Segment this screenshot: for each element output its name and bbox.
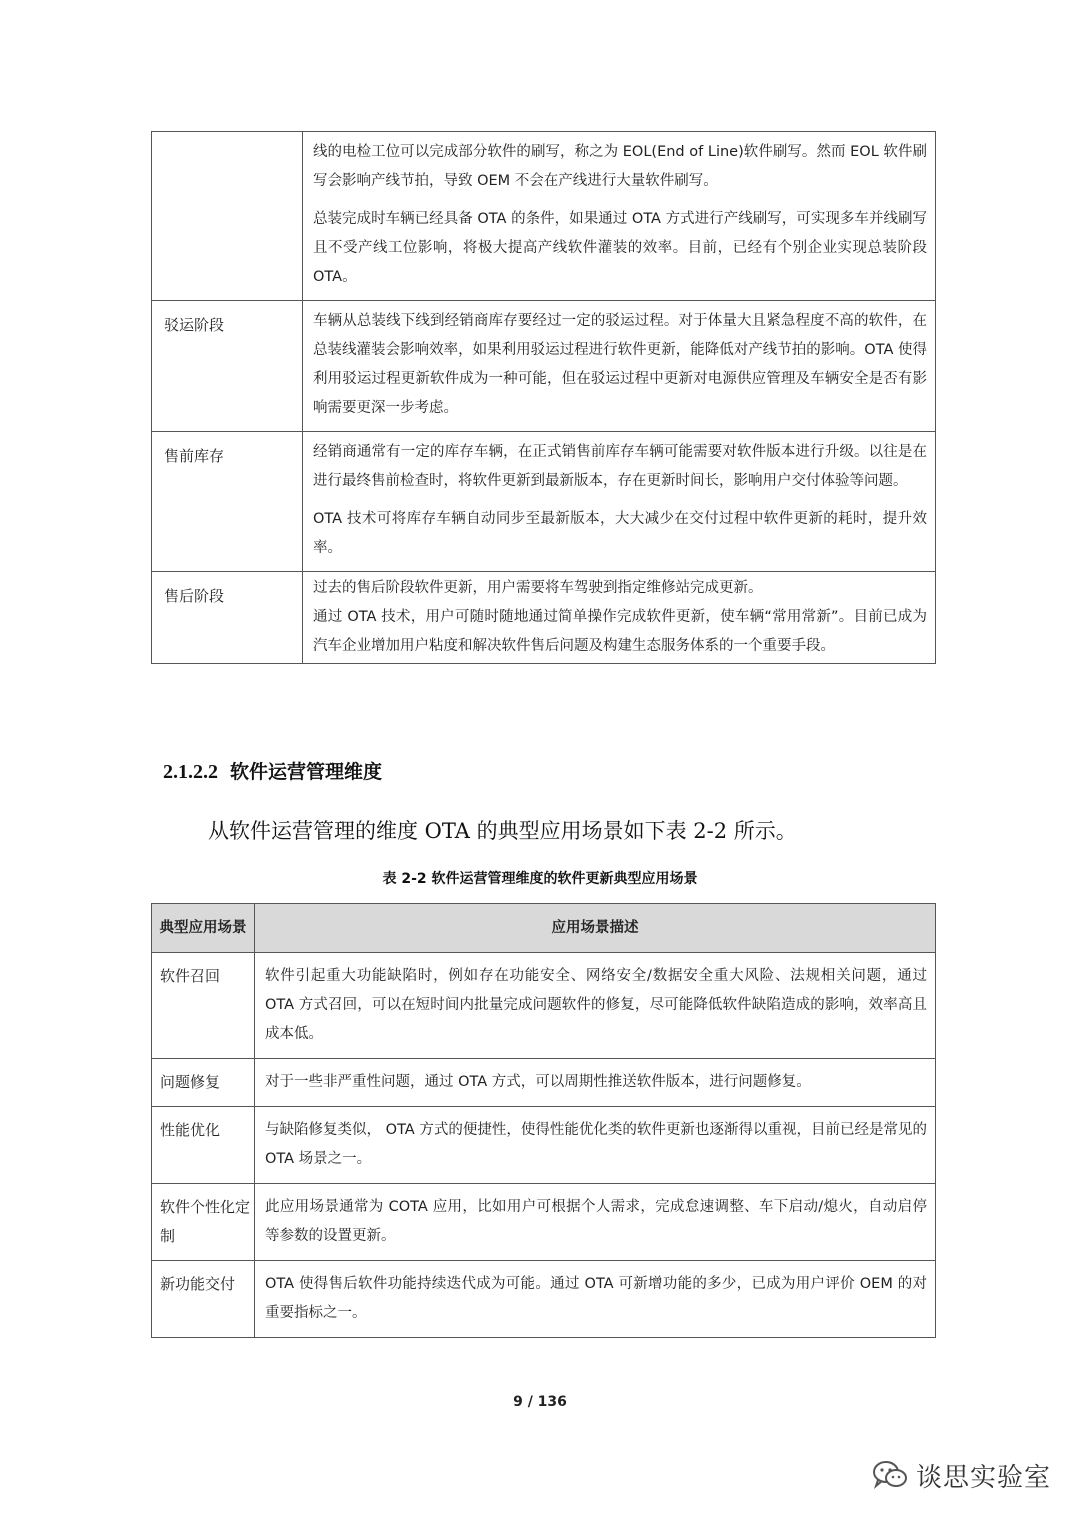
table-row xyxy=(152,1059,936,1107)
paragraph: 过去的售后阶段软件更新，用户需要将车驾驶到指定维修站完成更新。 xyxy=(313,580,763,596)
table-row xyxy=(152,132,936,301)
paragraph: OTA 技术可将库存车辆自动同步至最新版本，大大减少在交付过程中软件更新的耗时，提升效率。 xyxy=(313,511,927,556)
section-number: 2.1.2.2 xyxy=(163,761,218,783)
table-header-row xyxy=(152,904,936,953)
table-row xyxy=(152,572,936,664)
table-row xyxy=(152,953,936,1059)
stage-cell: 售后阶段 xyxy=(152,572,303,664)
scene-cell: 新功能交付 xyxy=(152,1261,255,1338)
column-header-scene: 典型应用场景 xyxy=(152,904,255,953)
paragraph: 经销商通常有一定的库存车辆，在正式销售前库存车辆可能需要对软件版本进行升级。以往是在进行最终售前检查时，将软件更新到最新版本，存在更新时间长，影响用户交付体验等问题。 xyxy=(313,444,927,489)
scene-cell: 性能优化 xyxy=(152,1107,255,1184)
table-row xyxy=(152,301,936,432)
stage-cell: 售前库存 xyxy=(152,432,303,572)
table-row xyxy=(152,432,936,572)
description-cell: 软件引起重大功能缺陷时，例如存在功能安全、网络安全/数据安全重大风险、法规相关问题，通过 OTA 方式召回，可以在短时间内批量完成问题软件的修复，尽可能降低软件缺陷造成的影响，效率高且成本低。 xyxy=(255,953,936,1059)
scenario-table-continued xyxy=(151,131,936,664)
stage-cell: 驳运阶段 xyxy=(152,301,303,432)
scene-cell: 软件个性化定制 xyxy=(152,1184,255,1261)
page-number: 9 / 136 xyxy=(513,1394,567,1410)
description-cell: 对于一些非严重性问题，通过 OTA 方式，可以周期性推送软件版本，进行问题修复。 xyxy=(255,1059,936,1107)
watermark-text: 谈思实验室 xyxy=(916,1462,1052,1493)
column-header-description: 应用场景描述 xyxy=(255,904,936,953)
description-cell xyxy=(303,301,936,432)
description-cell xyxy=(303,432,936,572)
paragraph: 车辆从总装线下线到经销商库存要经过一定的驳运过程。对于体量大且紧急程度不高的软件，在总装线灌装会影响效率，如果利用驳运过程进行软件更新，能降低对产线节拍的影响。OTA 使得利用驳运过程更新软件成为一种可能，但在驳运过程中更新对电源供应管理及车辆安全是否有影响需要更深一步考虑。 xyxy=(313,313,927,416)
section-title: 软件运营管理维度 xyxy=(230,761,383,783)
stage-cell xyxy=(152,132,303,301)
paragraph: 线的电检工位可以完成部分软件的刷写，称之为 EOL(End of Line)软件刷写。然而 EOL 软件刷写会影响产线节拍，导致 OEM 不会在产线进行大量软件刷写。 xyxy=(313,144,927,189)
description-cell xyxy=(303,572,936,664)
operations-scenario-table xyxy=(151,903,936,1338)
paragraph: 总装完成时车辆已经具备 OTA 的条件，如果通过 OTA 方式进行产线刷写，可实现多车并线刷写且不受产线工位影响，将极大提高产线软件灌装的效率。目前，已经有个别企业实现总装阶段 OTA。 xyxy=(313,211,927,285)
wechat-icon xyxy=(872,1459,908,1491)
table-row xyxy=(152,1184,936,1261)
section-heading xyxy=(163,757,382,784)
table-row xyxy=(152,1107,936,1184)
paragraph: 通过 OTA 技术，用户可随时随地通过简单操作完成软件更新，使车辆“常用常新”。目前已成为汽车企业增加用户粘度和解决软件售后问题及构建生态服务体系的一个重要手段。 xyxy=(313,609,927,654)
table-row xyxy=(152,1261,936,1338)
scene-cell: 问题修复 xyxy=(152,1059,255,1107)
watermark xyxy=(872,1455,1051,1495)
description-cell: 与缺陷修复类似， OTA 方式的便捷性，使得性能优化类的软件更新也逐渐得以重视，目前已经是常见的 OTA 场景之一。 xyxy=(255,1107,936,1184)
description-cell: OTA 使得售后软件功能持续迭代成为可能。通过 OTA 可新增功能的多少，已成为用户评价 OEM 的对重要指标之一。 xyxy=(255,1261,936,1338)
description-cell: 此应用场景通常为 COTA 应用，比如用户可根据个人需求，完成怠速调整、车下启动/熄火，自动启停等参数的设置更新。 xyxy=(255,1184,936,1261)
scene-cell: 软件召回 xyxy=(152,953,255,1059)
intro-paragraph: 从软件运营管理的维度 OTA 的典型应用场景如下表 2-2 所示。 xyxy=(208,819,797,843)
table-caption: 表 2-2 软件运营管理维度的软件更新典型应用场景 xyxy=(382,871,698,887)
description-cell xyxy=(303,132,936,301)
